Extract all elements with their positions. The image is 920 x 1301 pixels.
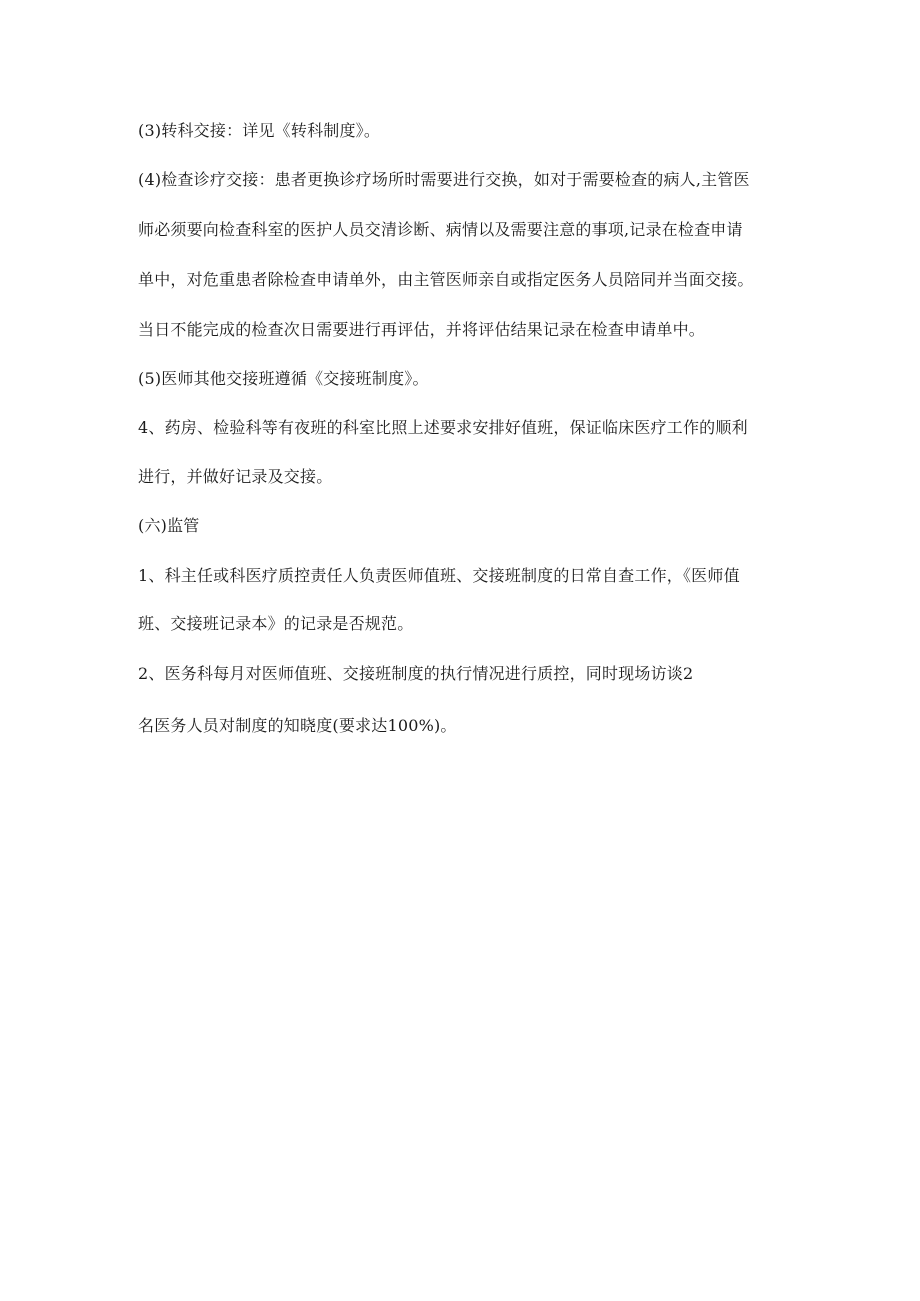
text-line-exam-handover-4: 当日不能完成的检查次日需要进行再评估，并将评估结果记录在检查申请单中。 [138, 320, 706, 339]
text-line-transfer-handover: (3)转科交接：详见《转科制度》。 [138, 121, 381, 140]
text-line-exam-handover-1: (4)检查诊疗交接：患者更换诊疗场所时需要进行交换，如对于需要检查的病人,主管医 [138, 170, 750, 189]
text-line-supervision-2b: 名医务人员对制度的知晓度(要求达100%)。 [138, 716, 457, 735]
text-line-supervision-2a: 2、医务科每月对医师值班、交接班制度的执行情况进行质控，同时现场访谈2 [138, 664, 694, 683]
text-line-night-shift-2: 进行，并做好记录及交接。 [138, 467, 333, 486]
text-line-exam-handover-3: 单中，对危重患者除检查申请单外，由主管医师亲自或指定医务人员陪同并当面交接。 [138, 270, 754, 289]
text-line-exam-handover-2: 师必须要向检查科室的医护人员交清诊断、病情以及需要注意的事项,记录在检查申请 [138, 220, 743, 239]
text-line-other-handover: (5)医师其他交接班遵循《交接班制度》。 [138, 369, 429, 388]
text-line-night-shift-1: 4、药房、检验科等有夜班的科室比照上述要求安排好值班，保证临床医疗工作的顺利 [138, 418, 748, 437]
text-line-supervision-1b: 班、交接班记录本》的记录是否规范。 [138, 614, 414, 633]
section-heading-supervision: (六)监管 [138, 516, 200, 535]
text-line-supervision-1a: 1、科主任或科医疗质控责任人负责医师值班、交接班制度的日常自查工作，《医师值 [138, 566, 740, 585]
